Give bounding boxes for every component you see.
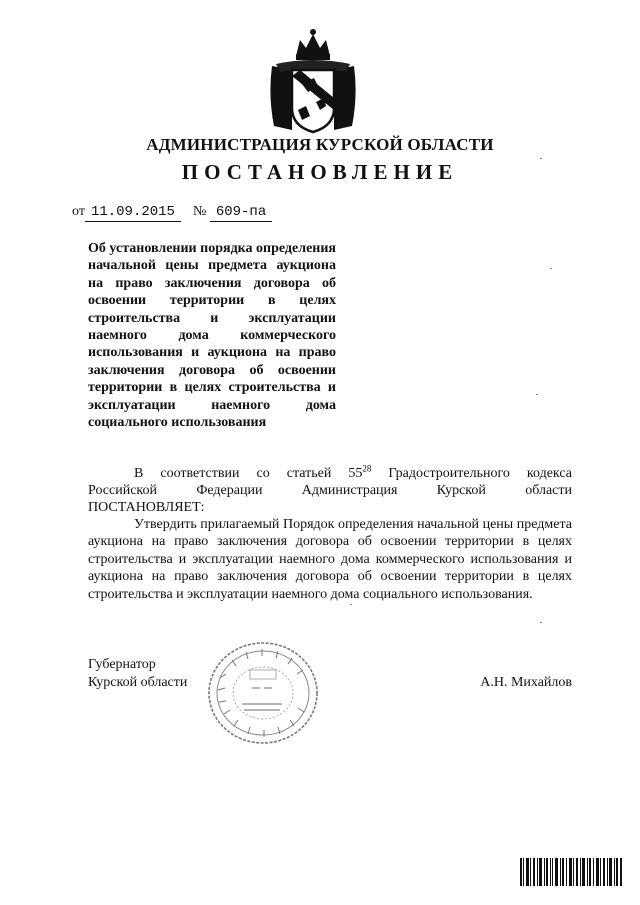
preamble-paragraph [88,465,572,516]
scan-speck [540,158,542,159]
registration-line [72,204,272,222]
signatory-name: А.Н. Михайлов [480,675,572,690]
scan-speck [550,268,552,269]
signatory-position-line-1: Губернатор [88,657,156,672]
signatory-position-line-2: Курской области [88,675,188,690]
document-number: 609-па [210,204,272,222]
scan-speck [540,622,542,623]
seal-stamp-icon [206,640,320,746]
resolves-keyword: ПОСТАНОВЛЯЕТ: [88,500,205,515]
preamble-line-2: Российской Федерации Администрация Курской области [88,483,572,498]
preamble-line-1: В соответствии со статьей $55^{28}$ Градостроительного кодекса [134,463,572,481]
coat-of-arms-icon [262,26,364,138]
article-superscript: 28 [362,463,372,474]
scan-speck [350,604,352,605]
number-prefix: № [192,204,207,219]
signatory-position [88,656,187,692]
barcode-icon [520,858,622,886]
document-subject: Об установлении порядка определения начальной цены предмета аукциона на право заключения договора об освоении территории в целях строительства и эксплуатации наемного дома коммерческого использования и аукциона на право заключения договора об освоении территории в целях строительства и эксплуатации наемного дома социального использования [88,241,336,431]
date-prefix: от [72,204,85,219]
document-date: 11.09.2015 [85,204,181,222]
organization-title: АДМИНИСТРАЦИЯ КУРСКОЙ ОБЛАСТИ [146,135,494,154]
scan-speck [536,394,538,395]
resolution-paragraph: Утвердить прилагаемый Порядок определения начальной цены предмета аукциона на право заключения договора об освоении территории в целях строительства и эксплуатации наемного дома коммерческого использования и аукциона на право заключения договора об освоении территории в целях строительства и эксплуатации наемного дома социального использования. [88,517,572,602]
document-type-heading: ПОСТАНОВЛЕНИЕ [181,160,459,184]
